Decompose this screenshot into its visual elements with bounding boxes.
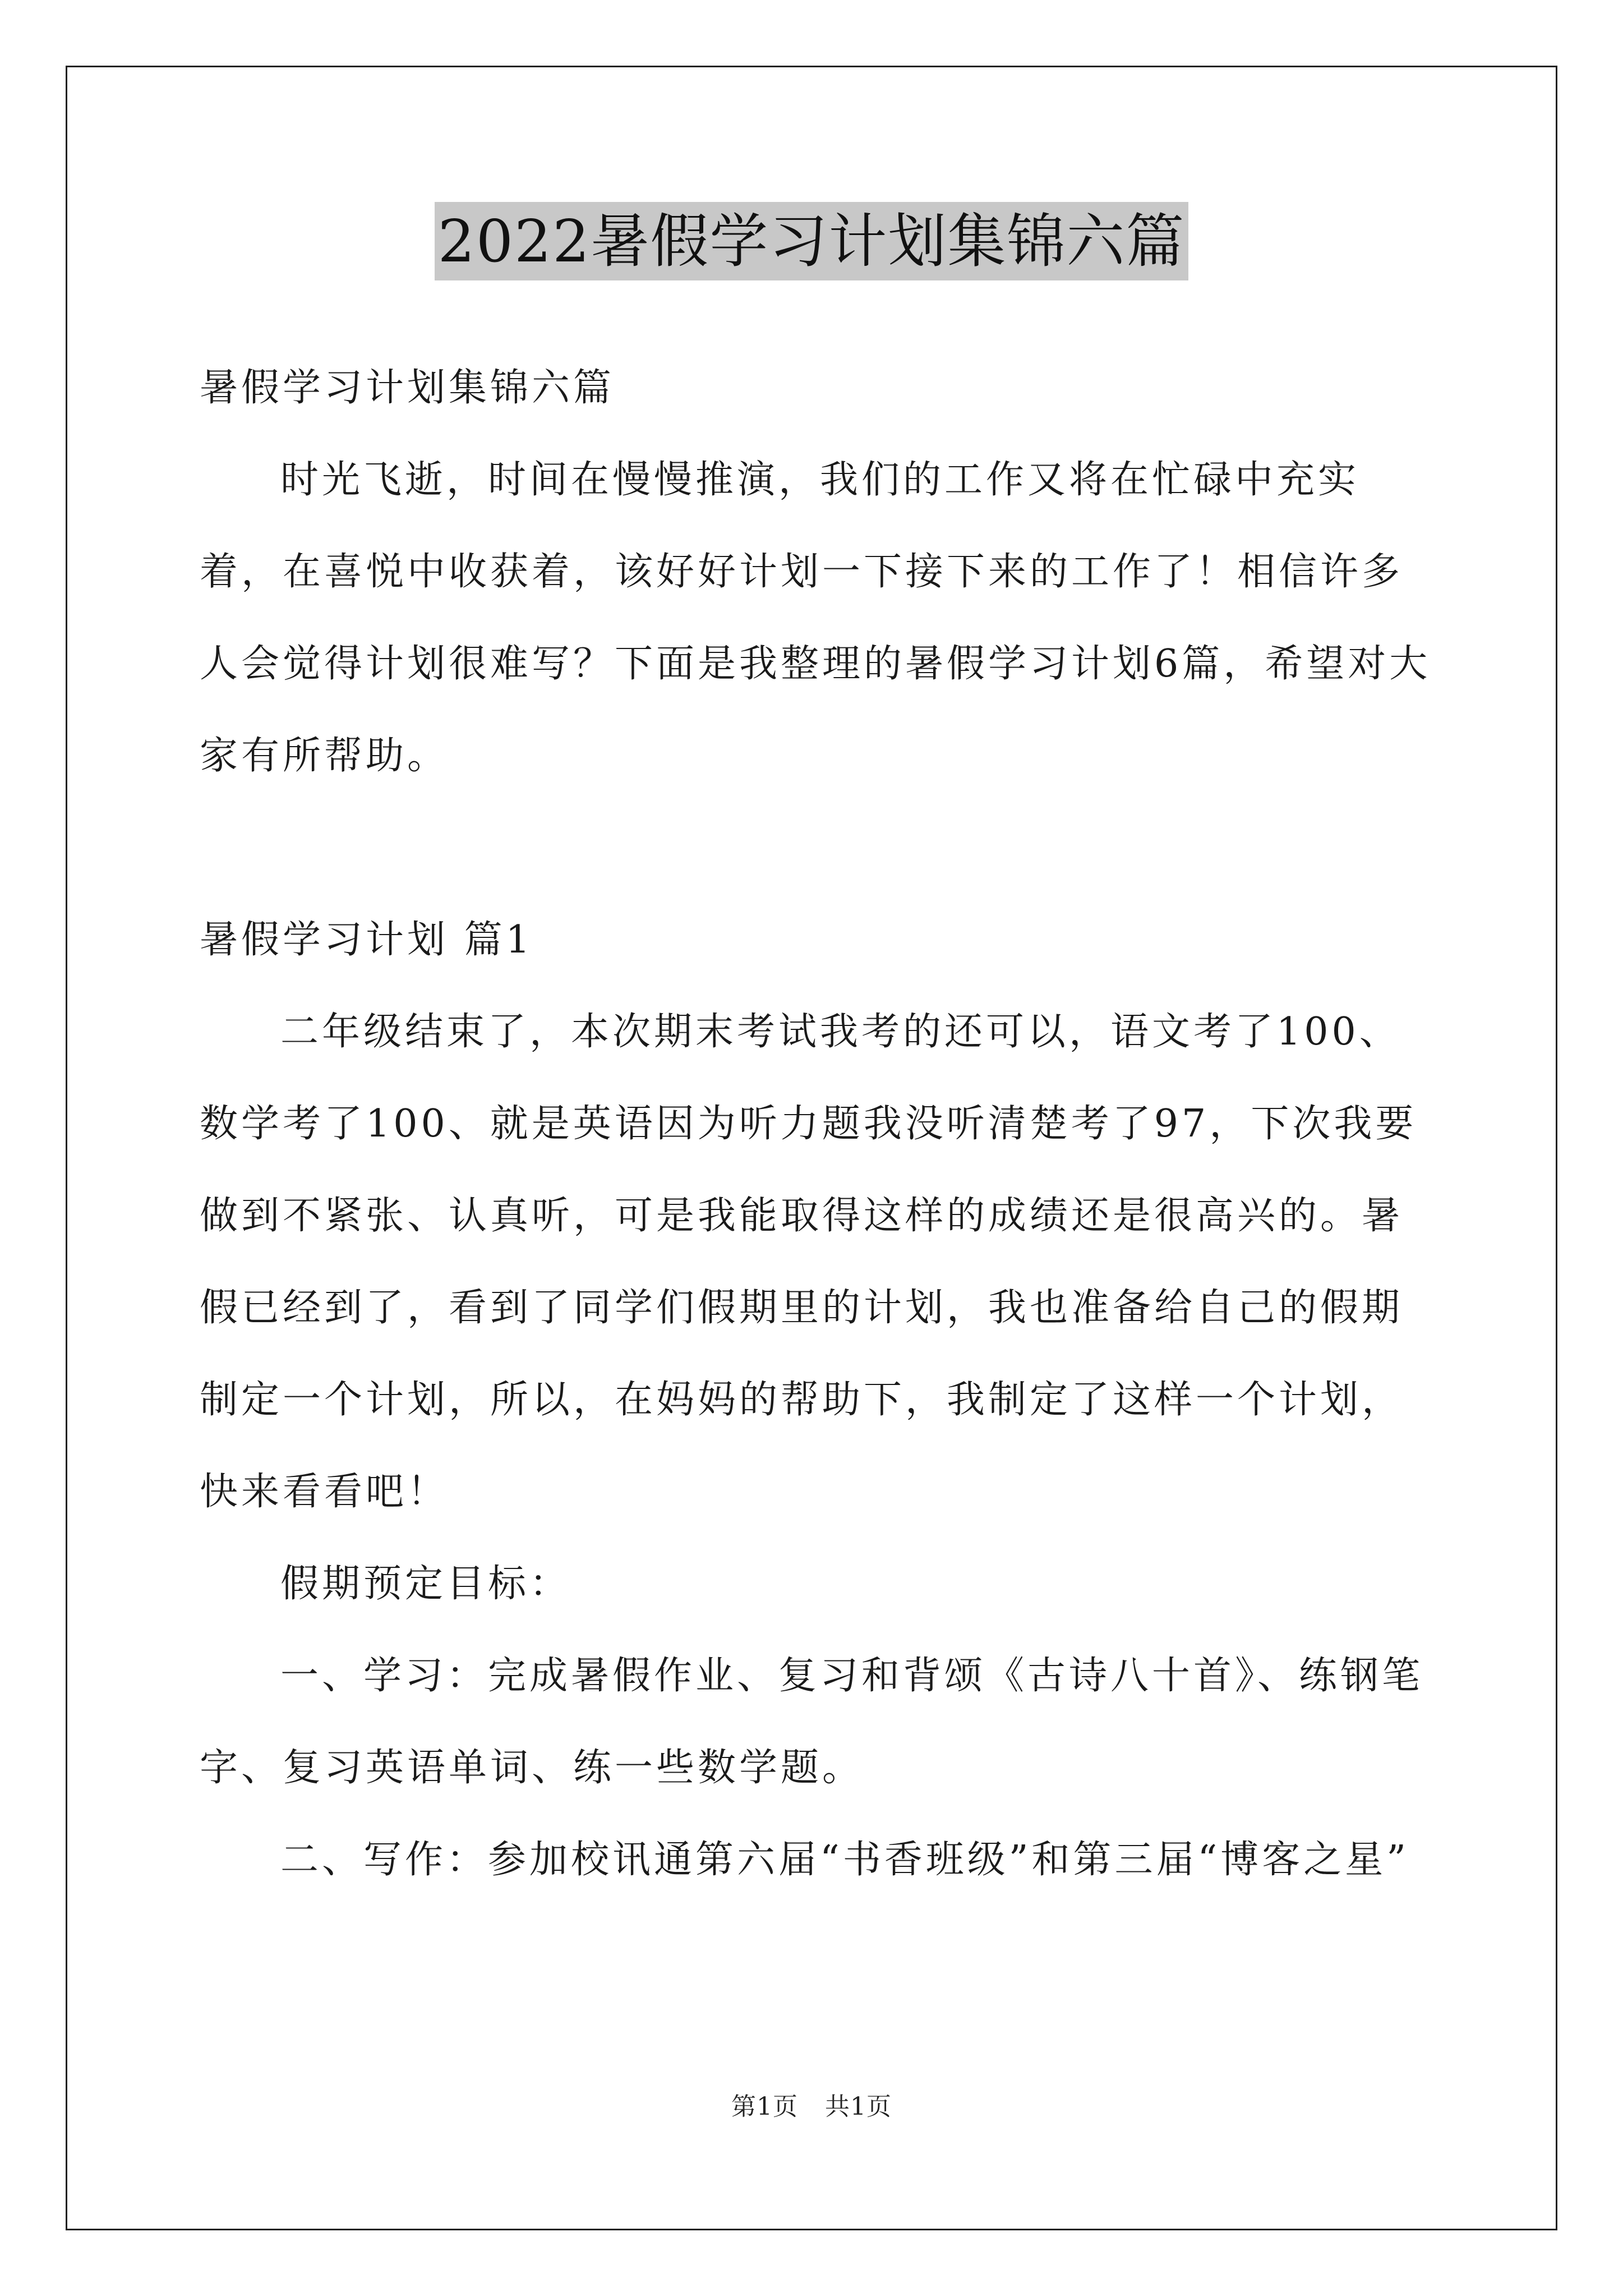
section-paragraph: 二年级结束了，本次期末考试我考的还可以，语文考了100、数学考了100、就是英语因为听力题我没听清楚考了97，下次我要做到不紧张、认真听，可是我能取得这样的成绩还是很高兴的。暑假已经到了，看到了同学们假期里的计划，我也准备给自己的假期制定一个计划，所以，在妈妈的帮助下，我制定了这样一个计划，快来看看吧！ — [200, 1010, 1417, 1514]
document-subtitle: 暑假学习计划集锦六篇 — [200, 366, 615, 410]
section-paragraph: 假期预定目标： — [280, 1562, 571, 1606]
document-body — [200, 342, 1433, 1906]
section-heading: 暑假学习计划 篇1 — [200, 918, 533, 962]
page-footer — [0, 2090, 1623, 2124]
page-number-total: 共1页 — [825, 2092, 892, 2121]
section-paragraph: 二、写作：参加校讯通第六届“书香班级”和第三届“博客之星” — [280, 1838, 1410, 1882]
page-number-current: 第1页 — [731, 2092, 798, 2121]
paragraph-gap — [200, 802, 1433, 894]
document-title: 2022暑假学习计划集锦六篇 — [435, 202, 1189, 280]
intro-paragraph: 时光飞逝，时间在慢慢推演，我们的工作又将在忙碌中充实着，在喜悦中收获着，该好好计划一下接下来的工作了！相信许多人会觉得计划很难写？下面是我整理的暑假学习计划6篇，希望对大家有所帮助。 — [200, 458, 1431, 778]
title-container — [0, 202, 1623, 280]
section-paragraph: 一、学习：完成暑假作业、复习和背颂《古诗八十首》、练钢笔字、复习英语单词、练一些数学题。 — [200, 1654, 1424, 1790]
